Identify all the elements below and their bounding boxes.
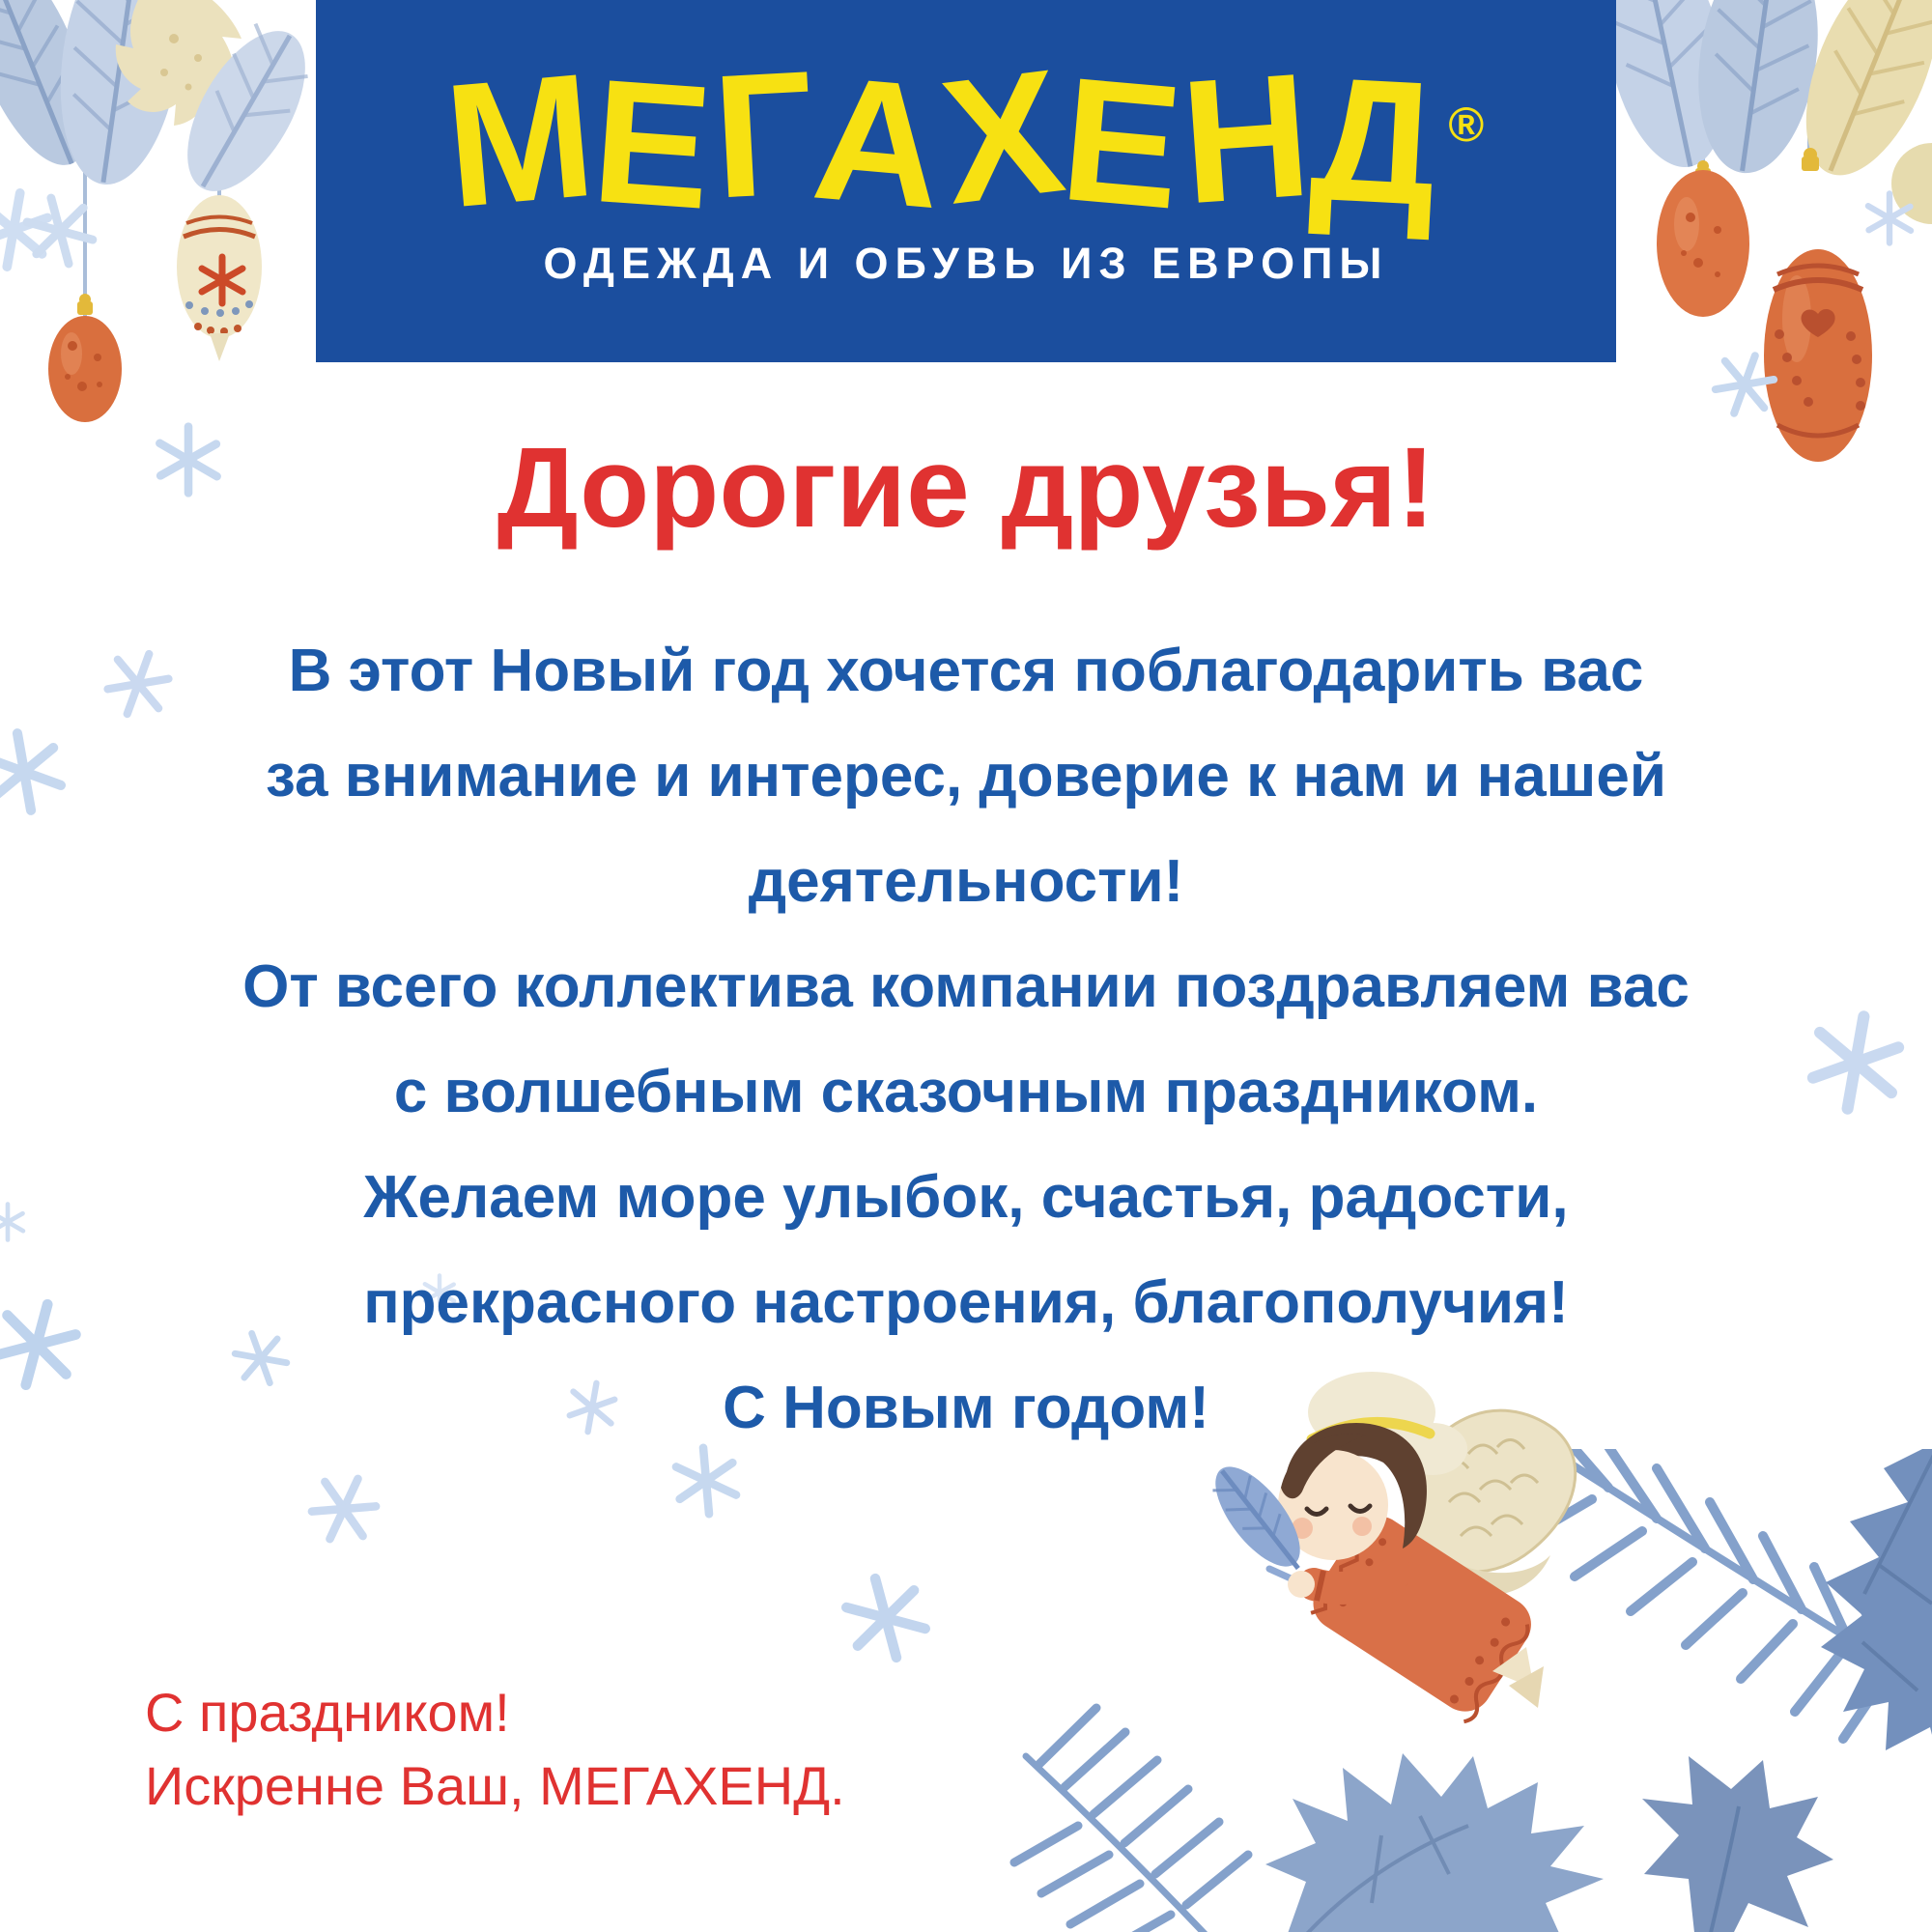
greeting-line: с волшебным сказочным праздником.	[393, 1059, 1539, 1125]
greeting-line: деятельности!	[748, 848, 1184, 915]
greeting-line: От всего коллектива компании поздравляем вас	[242, 953, 1690, 1020]
bauble-orange-large-icon	[1764, 148, 1872, 462]
angel-hand	[1288, 1571, 1315, 1598]
logo-letter: Г	[708, 33, 821, 236]
logo-letter: А	[806, 38, 952, 246]
angel-arm	[1314, 1573, 1396, 1588]
bauble-cream-icon	[177, 195, 262, 361]
greeting-heading: Дорогие друзья!	[497, 424, 1435, 552]
logo-letter: Е	[1054, 39, 1191, 246]
bauble-orange-icon	[1657, 160, 1749, 317]
logo-letter: Д	[1306, 39, 1444, 243]
snowflake-icon	[829, 1561, 943, 1675]
logo-letter: М	[438, 35, 604, 245]
brand-banner	[316, 0, 1616, 362]
signature-line-2: Искренне Ваш, МЕГАХЕНД.	[145, 1755, 845, 1816]
bauble-orange-icon	[48, 294, 122, 422]
greeting-line: Желаем море улыбок, счастья, радости,	[363, 1164, 1569, 1231]
angel-blush	[1352, 1517, 1372, 1536]
greeting-body	[0, 618, 1932, 1461]
holly-leaf-icon	[1265, 1753, 1604, 1932]
logo-letter: Е	[586, 41, 721, 247]
brand-tagline: ОДЕЖДА И ОБУВЬ ИЗ ЕВРОПЫ	[543, 239, 1389, 288]
greeting-line: В этот Новый год хочется поблагодарить вас	[288, 638, 1644, 704]
logo-letter: Н	[1176, 35, 1319, 242]
snowflake-icon	[1861, 190, 1918, 246]
greeting-line: за внимание и интерес, доверие к нам и нашей	[266, 743, 1666, 810]
greeting-line: С Новым годом!	[723, 1375, 1209, 1441]
signature-line-1: С праздником!	[145, 1682, 510, 1743]
signature-block	[145, 1676, 845, 1823]
pine-branch-icon	[1014, 1708, 1248, 1932]
holly-leaf-icon	[1642, 1756, 1833, 1932]
logo-letter: Х	[932, 31, 1075, 242]
greeting-line: прекрасного настроения, благополучия!	[363, 1269, 1569, 1336]
registered-trademark-icon: ®	[1448, 98, 1487, 152]
snowflake-icon	[294, 1459, 394, 1559]
